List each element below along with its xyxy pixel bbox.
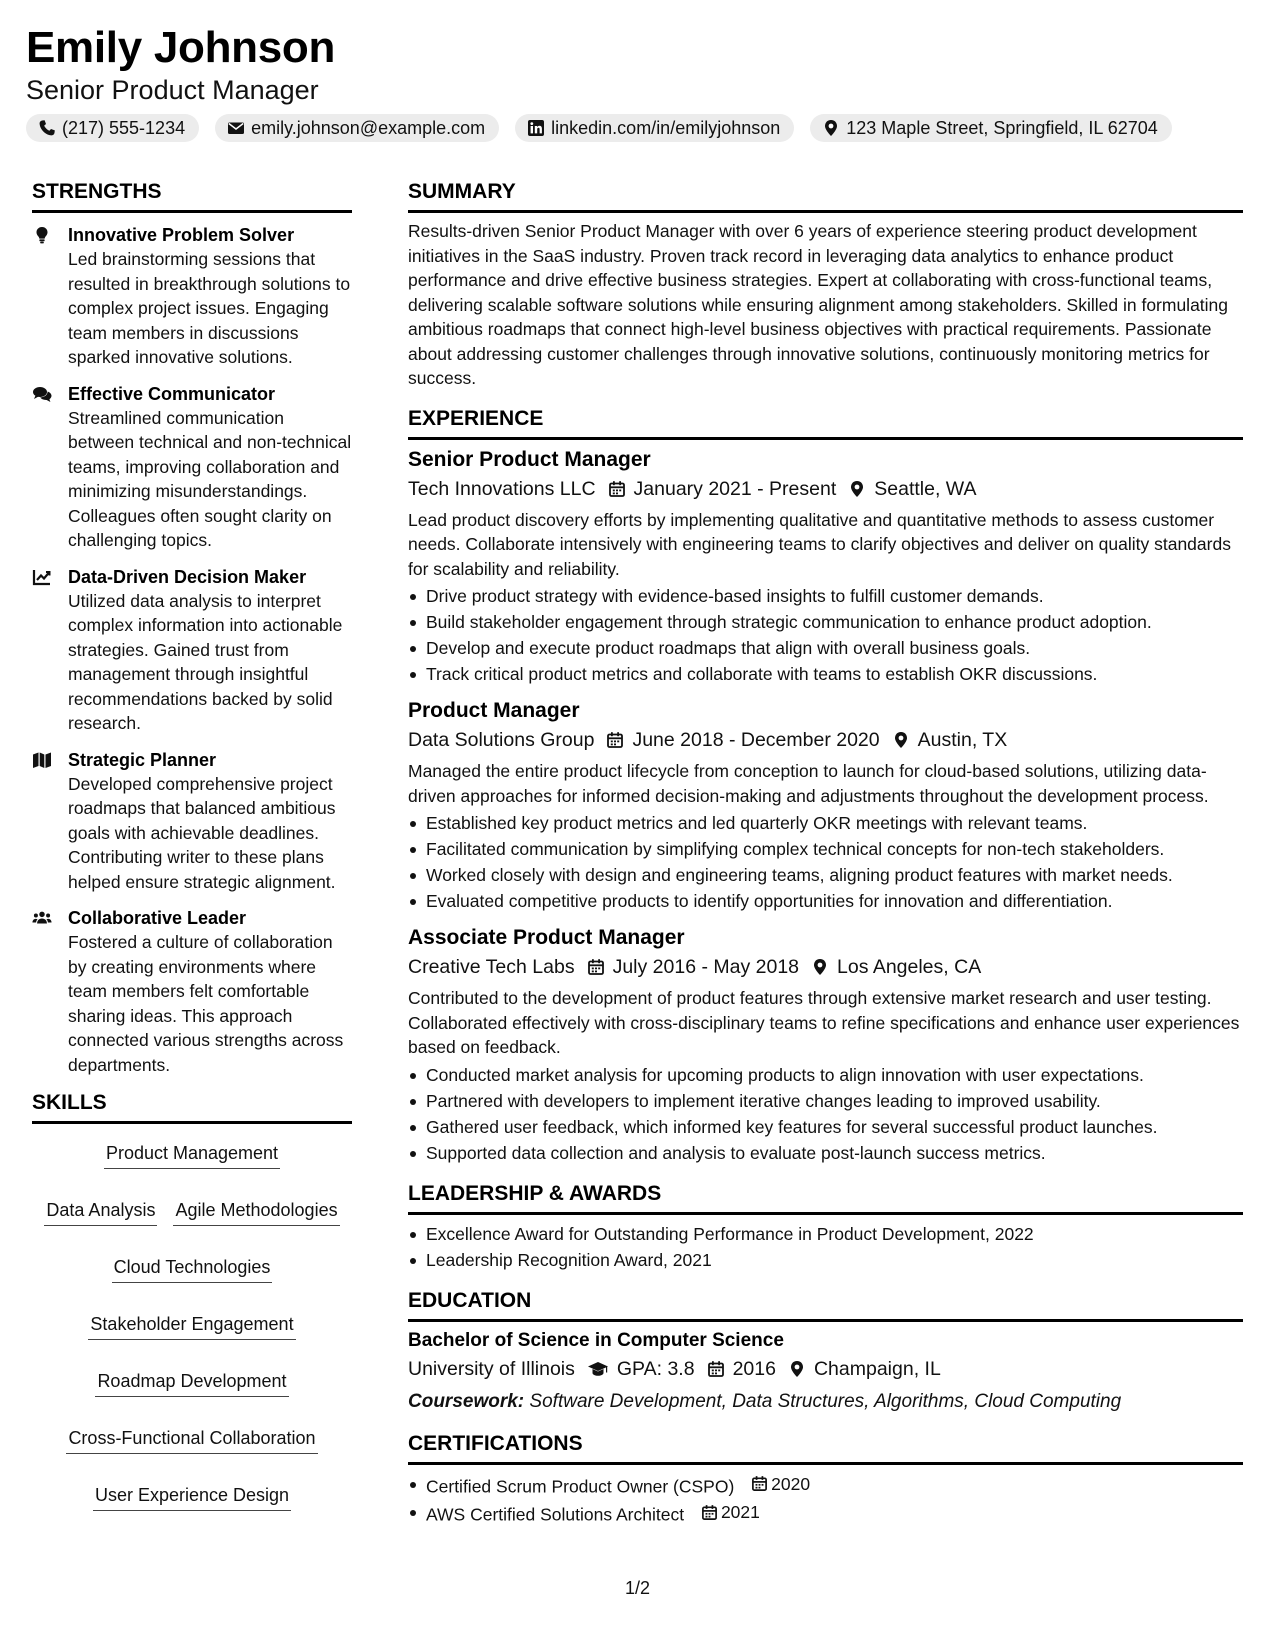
strength-title: Data-Driven Decision Maker bbox=[68, 566, 307, 587]
job-title: Associate Product Manager bbox=[408, 926, 685, 949]
school-name: University of Illinois bbox=[408, 1357, 575, 1380]
job-bullet: Established key product metrics and led quarterly OKR meetings with relevant teams. bbox=[408, 810, 1243, 836]
calendar-icon bbox=[751, 1475, 768, 1492]
skill-tag: Data Analysis bbox=[44, 1197, 157, 1226]
strength-title: Effective Communicator bbox=[68, 383, 276, 404]
graduation-cap-icon bbox=[587, 1360, 609, 1378]
lightbulb-icon bbox=[32, 226, 52, 244]
skill-tag: Cross-Functional Collaboration bbox=[66, 1425, 317, 1454]
job-dates: July 2016 - May 2018 bbox=[612, 956, 800, 978]
candidate-name: Emily Johnson bbox=[26, 23, 336, 72]
email-address: emily.johnson@example.com bbox=[251, 117, 486, 138]
strength-item bbox=[32, 382, 352, 553]
strength-description: Utilized data analysis to interpret complex information into actionable strategies. Gained trust from management through insightful recommendations backed by solid research. bbox=[68, 590, 343, 733]
strength-description: Fostered a culture of collaboration by creating environments where team members felt comfortable sharing ideas. This approach connected various strengths across departments. bbox=[68, 932, 344, 1075]
job-bullet: Develop and execute product roadmaps that align with overall business goals. bbox=[408, 635, 1243, 661]
calendar-icon bbox=[608, 480, 626, 498]
job-bullet: Worked closely with design and engineering teams, aligning product features with market needs. bbox=[408, 862, 1243, 888]
location-pin-icon bbox=[811, 958, 829, 976]
strengths-heading: STRENGTHS bbox=[32, 178, 352, 213]
strength-title: Collaborative Leader bbox=[68, 908, 247, 928]
education-section bbox=[408, 1287, 1243, 1416]
job-bullet: Gathered user feedback, which informed key features for several successful product launches. bbox=[408, 1114, 1243, 1140]
job-entry bbox=[408, 924, 1243, 1166]
skill-tag: Product Management bbox=[104, 1140, 280, 1169]
experience-section bbox=[408, 405, 1243, 1166]
company-name: Data Solutions Group bbox=[408, 729, 595, 751]
summary-section bbox=[408, 178, 1243, 391]
company-name: Tech Innovations LLC bbox=[408, 477, 596, 500]
degree-name: Bachelor of Science in Computer Science bbox=[408, 1329, 784, 1351]
page-number: 1/2 bbox=[624, 1578, 651, 1598]
job-dates: January 2021 - Present bbox=[633, 477, 837, 500]
job-location: Los Angeles, CA bbox=[837, 956, 982, 978]
strength-description: Led brainstorming sessions that resulted in breakthrough solutions to complex project issues. Engaging team members in discussions sparked innovative solutions. bbox=[68, 249, 351, 367]
award-item: Leadership Recognition Award, 2021 bbox=[408, 1247, 1243, 1273]
company-name: Creative Tech Labs bbox=[408, 956, 575, 978]
email-contact[interactable] bbox=[215, 114, 499, 142]
job-bullet: Facilitated communication by simplifying complex technical concepts for non-tech stakeholders. bbox=[408, 836, 1243, 862]
certification-name: AWS Certified Solutions Architect bbox=[426, 1504, 685, 1525]
location-pin-icon bbox=[788, 1360, 806, 1378]
phone-contact[interactable] bbox=[26, 114, 199, 142]
skill-tag: Roadmap Development bbox=[95, 1368, 288, 1397]
job-bullet: Evaluated competitive products to identify opportunities for innovation and differentiation. bbox=[408, 888, 1243, 914]
strength-description: Developed comprehensive project roadmaps that balanced ambitious goals with achievable deadlines. Contributing writer to these plans helped ensure strategic alignment. bbox=[68, 773, 336, 892]
skills-heading: SKILLS bbox=[32, 1089, 352, 1124]
job-dates: June 2018 - December 2020 bbox=[632, 729, 880, 751]
coursework bbox=[408, 1388, 1243, 1416]
experience-heading: EXPERIENCE bbox=[408, 405, 1243, 440]
job-description: Contributed to the development of product features through extensive market research and user testing. Collaborated effectively with cross-disciplinary teams to refine specifications and enhance user experiences based on feedback. bbox=[408, 988, 1240, 1057]
location-pin-icon bbox=[822, 119, 840, 137]
strength-title: Strategic Planner bbox=[68, 749, 217, 770]
right-column bbox=[408, 178, 1243, 1542]
strength-item bbox=[32, 223, 352, 370]
location-pin-icon bbox=[848, 480, 866, 498]
comments-icon bbox=[32, 385, 52, 403]
location-pin-icon bbox=[892, 731, 910, 749]
job-bullet: Track critical product metrics and collaborate with teams to establish OKR discussions. bbox=[408, 661, 1243, 687]
coursework-list: Software Development, Data Structures, Algorithms, Cloud Computing bbox=[529, 1390, 1122, 1412]
job-bullet: Partnered with developers to implement iterative changes leading to improved usability. bbox=[408, 1088, 1243, 1114]
calendar-icon bbox=[701, 1504, 718, 1521]
certification-item bbox=[408, 1471, 1243, 1500]
envelope-icon bbox=[227, 119, 245, 137]
school-location: Champaign, IL bbox=[813, 1357, 941, 1380]
job-entry bbox=[408, 446, 1243, 688]
skill-tag: Agile Methodologies bbox=[173, 1197, 339, 1226]
gpa: GPA: 3.8 bbox=[616, 1357, 695, 1380]
phone-icon bbox=[38, 119, 56, 137]
certification-year: 2021 bbox=[720, 1502, 760, 1522]
calendar-icon bbox=[587, 958, 605, 976]
job-location: Seattle, WA bbox=[874, 477, 977, 500]
job-bullet: Conducted market analysis for upcoming products to align innovation with user expectations. bbox=[408, 1062, 1243, 1088]
phone-number: (217) 555-1234 bbox=[62, 117, 186, 138]
certification-year: 2020 bbox=[771, 1473, 811, 1494]
strength-item bbox=[32, 748, 352, 895]
coursework-label: Coursework: bbox=[408, 1390, 525, 1412]
left-column bbox=[32, 178, 352, 1511]
strength-item bbox=[32, 906, 352, 1077]
summary-heading: SUMMARY bbox=[408, 178, 1243, 213]
certification-name: Certified Scrum Product Owner (CSPO) bbox=[426, 1476, 735, 1496]
linkedin-contact[interactable] bbox=[515, 114, 794, 142]
calendar-icon bbox=[707, 1360, 725, 1378]
skill-tag: User Experience Design bbox=[93, 1482, 291, 1511]
users-icon bbox=[32, 909, 52, 927]
job-description: Lead product discovery efforts by implementing qualitative and quantitative methods to assess customer needs. Collaborate intensively with engineering teams to clarify objectives and deliver on quality standards for scalability and reliability. bbox=[408, 509, 1231, 579]
awards-section bbox=[408, 1180, 1243, 1273]
chart-line-icon bbox=[32, 568, 52, 586]
map-icon bbox=[32, 751, 52, 769]
awards-heading: LEADERSHIP & AWARDS bbox=[408, 1180, 1243, 1215]
calendar-icon bbox=[606, 731, 624, 749]
job-bullet: Supported data collection and analysis to evaluate post-launch success metrics. bbox=[408, 1140, 1243, 1166]
education-heading: EDUCATION bbox=[408, 1287, 1243, 1322]
job-location: Austin, TX bbox=[917, 729, 1008, 751]
strengths-section bbox=[32, 178, 352, 1077]
strength-item bbox=[32, 565, 352, 736]
candidate-title: Senior Product Manager bbox=[26, 75, 319, 105]
linkedin-url: linkedin.com/in/emilyjohnson bbox=[551, 117, 781, 138]
skill-tag: Stakeholder Engagement bbox=[88, 1311, 295, 1340]
skills-section bbox=[32, 1089, 352, 1511]
certifications-section bbox=[408, 1430, 1243, 1528]
contact-bar bbox=[26, 114, 1256, 142]
certifications-heading: CERTIFICATIONS bbox=[408, 1430, 1243, 1465]
job-title: Product Manager bbox=[408, 699, 580, 722]
postal-address: 123 Maple Street, Springfield, IL 62704 bbox=[846, 117, 1158, 138]
linkedin-icon bbox=[527, 119, 545, 137]
skill-tag: Cloud Technologies bbox=[112, 1254, 273, 1283]
strength-description: Streamlined communication between technical and non-technical teams, improving collaboration and minimizing misunderstandings. Colleagues often sought clarity on challenging topics. bbox=[68, 407, 352, 550]
job-bullet: Drive product strategy with evidence-based insights to fulfill customer demands. bbox=[408, 583, 1243, 609]
resume-header bbox=[26, 22, 1256, 142]
job-description: Managed the entire product lifecycle from conception to launch for cloud-based solutions, utilizing data-driven approaches for informed decision-making and adjustments throughout the development process. bbox=[408, 761, 1209, 806]
award-item: Excellence Award for Outstanding Performance in Product Development, 2022 bbox=[408, 1221, 1243, 1247]
job-title: Senior Product Manager bbox=[408, 447, 651, 471]
graduation-year: 2016 bbox=[732, 1357, 776, 1380]
job-entry bbox=[408, 697, 1243, 914]
strength-title: Innovative Problem Solver bbox=[68, 225, 295, 245]
address-contact[interactable] bbox=[810, 114, 1172, 142]
certification-item bbox=[408, 1499, 1243, 1528]
summary-text: Results-driven Senior Product Manager with over 6 years of experience steering product development initiatives in the SaaS industry. Proven track record in leveraging data analytics to enhance product performance and drive effective business strategies. Expert at collaborating with cross-functional teams, delivering scalable software solutions while ensuring alignment among stakeholders. Skilled in formulating ambitious roadmaps that connect high-level business objectives with practical requirements. Passionate about addressing customer challenges through innovative solutions, continuously monitoring metrics for success. bbox=[408, 221, 1229, 388]
job-bullet: Build stakeholder engagement through strategic communication to enhance product adoption. bbox=[408, 609, 1243, 635]
